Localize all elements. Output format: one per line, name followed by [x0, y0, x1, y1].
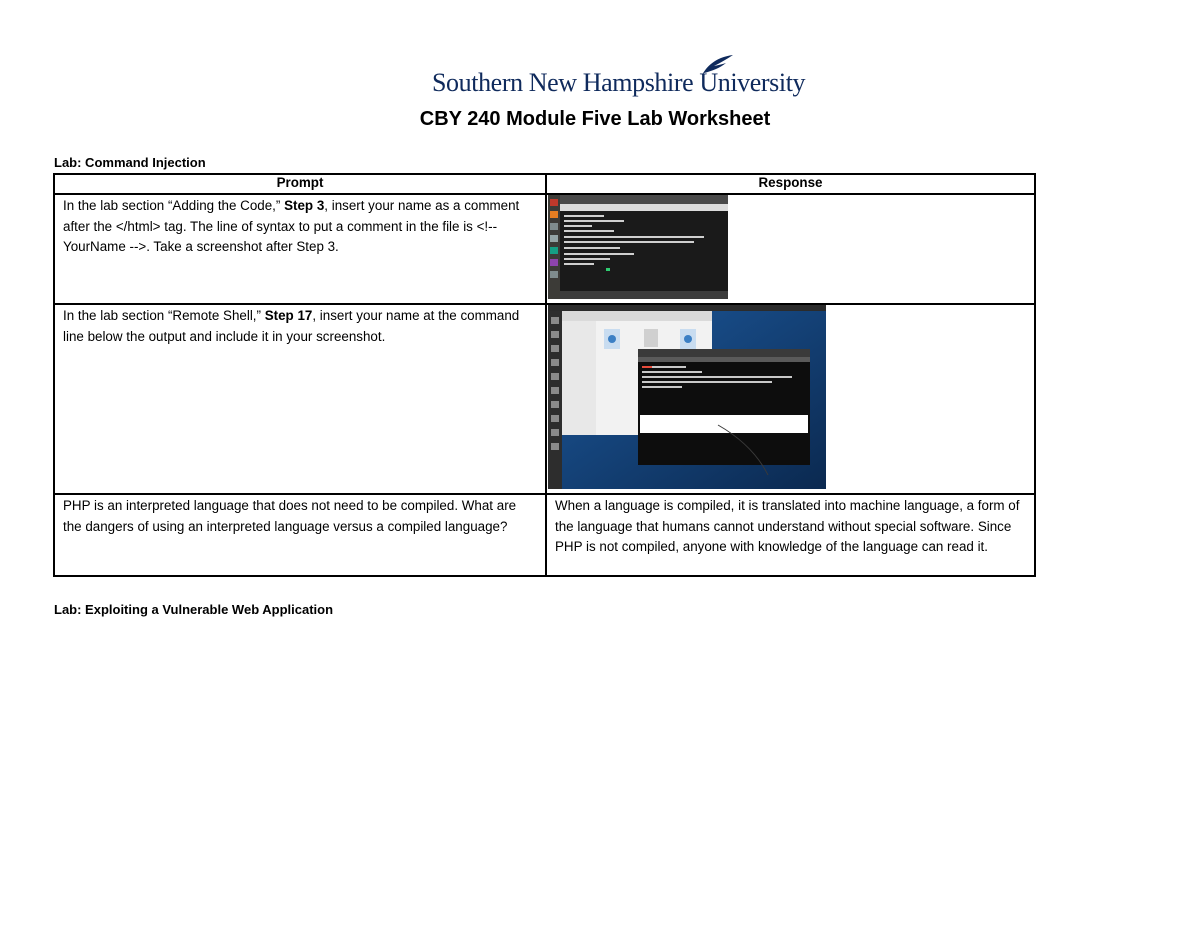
desktop-screenshot-image [548, 305, 826, 489]
terminal-screenshot-image [548, 195, 728, 299]
prompt-cell [54, 304, 546, 494]
section-label-command-injection: Lab: Command Injection [54, 155, 206, 170]
university-logo [432, 54, 806, 102]
worksheet-table [53, 173, 1036, 577]
prompt-text: PHP is an interpreted language that does not need to be compiled. What are the dangers of using an interpreted language versus a compiled language? [63, 498, 517, 534]
table-row [54, 194, 1035, 304]
table-row [54, 304, 1035, 494]
table-header-row [54, 174, 1035, 194]
response-cell [546, 304, 1035, 494]
section-label-vulnerable-web-app: Lab: Exploiting a Vulnerable Web Application [54, 602, 334, 617]
response-cell [546, 194, 1035, 304]
prompt-cell [54, 194, 546, 304]
prompt-cell [54, 494, 546, 576]
column-header-prompt: Prompt [54, 174, 546, 194]
page-title: CBY 240 Module Five Lab Worksheet [419, 108, 771, 130]
column-header-response: Response [546, 174, 1035, 194]
prompt-text: In the lab section “Remote Shell,” Step 17, insert your name at the command line below the output and include it in your screenshot. [63, 308, 520, 344]
response-text: When a language is compiled, it is translated into machine language, a form of the language that humans cannot understand without special software. Since PHP is not compiled, anyone with knowledge of the language can read it. [555, 498, 1020, 554]
prompt-text: In the lab section “Adding the Code,” Step 3, insert your name as a comment after the </html> tag. The line of syntax to put a comment in the file is <!-- YourName -->. Take a screenshot after Step 3. [63, 198, 520, 254]
feather-icon [700, 54, 734, 76]
response-cell [546, 494, 1035, 576]
table-row [54, 494, 1035, 576]
university-name: Southern New Hampshire University [432, 68, 806, 97]
